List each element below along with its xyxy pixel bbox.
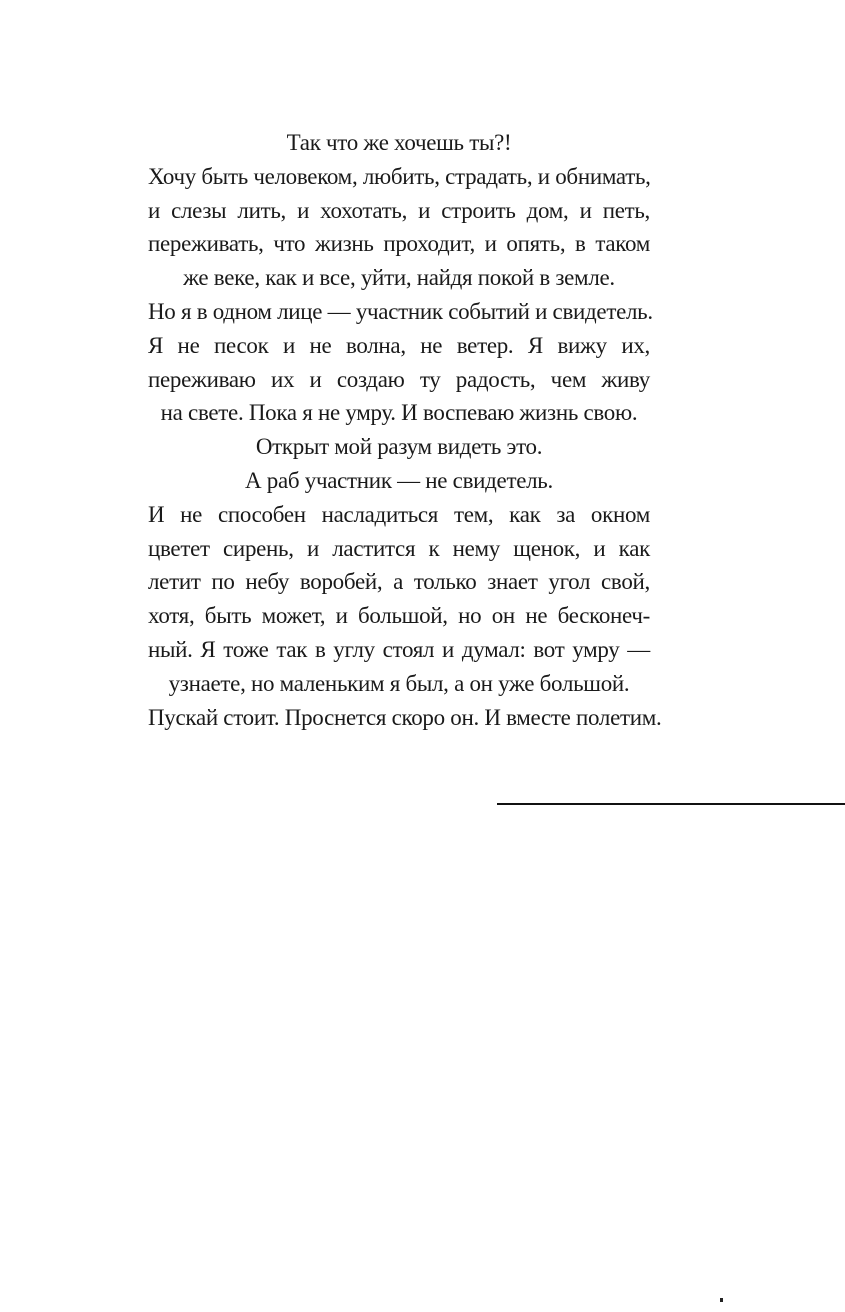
page-mark-dot [720, 1298, 723, 1302]
poem-line: Открыт мой разум видеть это. [255, 434, 543, 460]
poem-line: хотя, быть может, и большой, но он не бесконеч- [148, 603, 650, 629]
poem-line: Пускай стоит. Проснется скоро он. И вместе полетим. [148, 704, 662, 730]
poem-line: И не способен насладиться тем, как за окном [148, 501, 650, 527]
poem-line: переживать, что жизнь проходит, и опять, в таком [148, 231, 650, 257]
poem-line: Я не песок и не волна, не ветер. Я вижу их, [148, 332, 650, 358]
poem-line: переживаю их и создаю ту радость, чем живу [148, 366, 650, 392]
poem-line: Хочу быть человеком, любить, страдать, и обнимать, [148, 163, 651, 189]
poem-line: на свете. Пока я не умру. И воспеваю жизнь свою. [160, 400, 638, 426]
poem-line: А раб участник — не свидетель. [245, 467, 553, 493]
poem-line: цветет сирень, и ластится к нему щенок, и как [148, 535, 650, 561]
footnote-separator-rule [497, 803, 845, 805]
poem-line: ный. Я тоже так в углу стоял и думал: вот умру — [148, 636, 650, 662]
poem-line: же веке, как и все, уйти, найдя покой в земле. [183, 265, 615, 291]
poem-line: летит по небу воробей, а только знает угол свой, [148, 569, 650, 595]
poem-text [148, 126, 662, 734]
poem-line: Так что же хочешь ты?! [286, 130, 512, 155]
poem-line: и слезы лить, и хохотать, и строить дом, и петь, [148, 197, 650, 223]
poem-line: узнаете, но маленьким я был, а он уже большой. [168, 670, 630, 696]
poem-line: Но я в одном лице — участник событий и свидетель. [148, 298, 653, 324]
